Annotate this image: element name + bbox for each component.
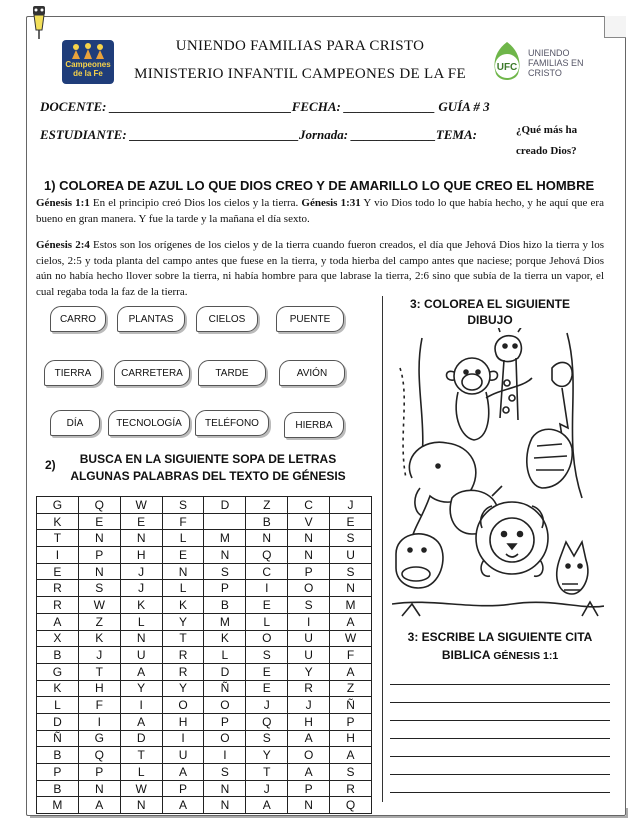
grid-cell[interactable]: T	[120, 747, 162, 764]
grid-cell[interactable]: S	[330, 764, 372, 781]
grid-cell[interactable]: Q	[246, 547, 288, 564]
grid-cell[interactable]: T	[37, 530, 79, 547]
grid-cell[interactable]: L	[120, 764, 162, 781]
estudiante-field[interactable]: __________________________	[129, 127, 299, 142]
grid-cell[interactable]: N	[120, 630, 162, 647]
genesis-ref-1: Génesis 1:1	[36, 197, 90, 209]
grid-cell[interactable]: N	[204, 780, 246, 797]
grid-cell[interactable]: Y	[162, 613, 204, 630]
grid-cell[interactable]: S	[330, 530, 372, 547]
grid-cell[interactable]: Q	[78, 497, 120, 514]
jornada-label: Jornada:	[298, 127, 349, 142]
grid-cell[interactable]: D	[204, 663, 246, 680]
grid-cell[interactable]: D	[120, 730, 162, 747]
grid-cell[interactable]: W	[330, 630, 372, 647]
grid-cell[interactable]: I	[204, 747, 246, 764]
grid-cell[interactable]: T	[78, 663, 120, 680]
section2-title-line2: ALGUNAS PALABRAS DEL TEXTO DE GÉNESIS	[70, 469, 346, 483]
section3-title-line2: DIBUJO	[467, 313, 513, 327]
estudiante-label: ESTUDIANTE:	[40, 127, 127, 142]
grid-cell[interactable]: K	[162, 597, 204, 614]
page-title-line2: MINISTERIO INFANTIL CAMPEONES DE LA FE	[134, 66, 466, 82]
grid-cell[interactable]: I	[246, 580, 288, 597]
grid-cell[interactable]: N	[204, 547, 246, 564]
grid-cell[interactable]: Q	[246, 713, 288, 730]
ufc-logo-text: UNIENDO FAMILIAS EN CRISTO	[528, 48, 584, 78]
grid-cell[interactable]: Q	[330, 797, 372, 814]
grid-cell[interactable]: T	[162, 630, 204, 647]
grid-cell[interactable]: S	[246, 730, 288, 747]
grid-cell[interactable]: M	[37, 797, 79, 814]
grid-row	[37, 563, 372, 580]
grid-cell[interactable]: H	[78, 680, 120, 697]
section2-number: 2)	[45, 458, 56, 472]
grid-cell[interactable]: Z	[78, 613, 120, 630]
grid-cell[interactable]: H	[120, 547, 162, 564]
writing-line[interactable]	[390, 702, 610, 703]
grid-cell[interactable]: I	[288, 613, 330, 630]
grid-cell[interactable]: E	[162, 547, 204, 564]
grid-row	[37, 697, 372, 714]
word-bubble[interactable]: TARDE	[198, 360, 266, 386]
grid-cell[interactable]: O	[204, 730, 246, 747]
grid-cell[interactable]: J	[330, 497, 372, 514]
campeones-logo	[62, 40, 114, 84]
grid-cell[interactable]: B	[204, 597, 246, 614]
grid-cell[interactable]: N	[120, 797, 162, 814]
grid-cell[interactable]: C	[288, 497, 330, 514]
grid-cell[interactable]: S	[162, 497, 204, 514]
grid-cell[interactable]: B	[37, 747, 79, 764]
grid-cell[interactable]: K	[37, 680, 79, 697]
genesis-ref-3: Génesis 2:4	[36, 239, 90, 251]
grid-cell[interactable]: U	[288, 630, 330, 647]
grid-cell[interactable]: L	[37, 697, 79, 714]
grid-cell[interactable]: O	[288, 580, 330, 597]
grid-cell[interactable]: J	[78, 647, 120, 664]
grid-cell[interactable]: J	[120, 563, 162, 580]
grid-cell[interactable]: L	[246, 613, 288, 630]
word-bubble[interactable]: PUENTE	[276, 306, 344, 332]
grid-row	[37, 747, 372, 764]
section4-title	[395, 628, 605, 665]
question-line1: ¿Qué más ha	[516, 124, 578, 136]
estudiante-row	[40, 127, 477, 143]
grid-cell[interactable]: H	[288, 713, 330, 730]
word-bubble[interactable]: TIERRA	[44, 360, 102, 386]
campeones-logo-text: Campeones de la Fe	[65, 60, 111, 78]
grid-cell[interactable]: H	[330, 730, 372, 747]
grid-cell[interactable]: U	[120, 647, 162, 664]
grid-cell[interactable]: K	[37, 513, 79, 530]
grid-cell[interactable]: R	[37, 580, 79, 597]
grid-cell[interactable]: A	[330, 613, 372, 630]
word-bubble[interactable]: PLANTAS	[117, 306, 185, 332]
column-divider	[382, 296, 383, 802]
fecha-label: FECHA:	[291, 99, 341, 114]
grid-row	[37, 663, 372, 680]
grid-cell[interactable]: F	[78, 697, 120, 714]
animals-coloring-drawing[interactable]	[392, 328, 604, 620]
question-line2: creado Dios?	[516, 145, 577, 157]
word-bubble[interactable]: AVIÓN	[279, 360, 345, 386]
grid-cell[interactable]: S	[78, 580, 120, 597]
grid-cell[interactable]: P	[288, 780, 330, 797]
grid-cell[interactable]: O	[204, 697, 246, 714]
tema-label: TEMA:	[435, 127, 477, 142]
grid-cell[interactable]: Y	[120, 680, 162, 697]
fecha-field[interactable]: ______________	[344, 99, 436, 114]
grid-cell[interactable]: A	[330, 663, 372, 680]
grid-cell[interactable]: A	[37, 613, 79, 630]
grid-row	[37, 764, 372, 781]
guia-label: GUÍA # 3	[438, 99, 490, 114]
grid-cell[interactable]: Y	[288, 663, 330, 680]
grid-cell[interactable]: N	[288, 530, 330, 547]
grid-cell[interactable]: N	[120, 530, 162, 547]
ufc-logo-letters: UFC	[496, 62, 518, 73]
genesis-paragraph-2	[36, 238, 604, 300]
grid-cell[interactable]: Ñ	[37, 730, 79, 747]
grid-cell[interactable]: G	[37, 497, 79, 514]
section4-title-ref: GÉNESIS 1:1	[493, 650, 559, 662]
grid-cell[interactable]: U	[288, 647, 330, 664]
grid-cell[interactable]: B	[37, 647, 79, 664]
grid-cell[interactable]: Z	[246, 497, 288, 514]
word-bubble[interactable]: HIERBA	[284, 412, 344, 438]
grid-cell[interactable]: M	[204, 530, 246, 547]
grid-cell[interactable]: U	[162, 747, 204, 764]
section3-title	[400, 296, 580, 328]
grid-cell[interactable]: L	[120, 613, 162, 630]
grid-cell[interactable]: W	[120, 780, 162, 797]
grid-cell[interactable]: L	[162, 530, 204, 547]
genesis-text-3: Estos son los orígenes de los cielos y de la tierra cuando fueron creados, el día que Jehová Dios hizo la tierra y los cielos, 2:5 y toda planta del campo antes que fuese en la tierra, y toda hierba del campo antes que naciese; porque Jehová Dios aún no había hecho llover sobre la tierra, ni había hombre para que labrase la tierra, 2:6 sino que subía de la tierra un vapor, el cual regaba toda la faz de la tierra.	[36, 239, 604, 298]
grid-cell[interactable]: Q	[78, 747, 120, 764]
writing-line[interactable]	[390, 738, 610, 739]
section3-title-line1: 3: COLOREA EL SIGUIENTE	[409, 297, 571, 311]
grid-cell[interactable]: D	[204, 497, 246, 514]
grid-row	[37, 613, 372, 630]
section2-title	[58, 451, 358, 485]
grid-cell[interactable]: A	[162, 797, 204, 814]
writing-line[interactable]	[390, 684, 610, 685]
grid-cell[interactable]: M	[204, 613, 246, 630]
grid-cell[interactable]: K	[204, 630, 246, 647]
grid-row	[37, 647, 372, 664]
grid-cell[interactable]: A	[288, 730, 330, 747]
grid-row	[37, 630, 372, 647]
grid-cell[interactable]: F	[162, 513, 204, 530]
grid-cell[interactable]: J	[120, 580, 162, 597]
jornada-field[interactable]: _____________	[351, 127, 436, 142]
grid-cell[interactable]: S	[330, 563, 372, 580]
docente-row	[40, 99, 490, 115]
word-bubble[interactable]: TECNOLOGÍA	[108, 410, 190, 436]
grid-row	[37, 597, 372, 614]
grid-cell[interactable]: Y	[246, 747, 288, 764]
grid-cell[interactable]: K	[78, 630, 120, 647]
grid-cell[interactable]: R	[288, 680, 330, 697]
grid-cell[interactable]: A	[78, 797, 120, 814]
writing-line[interactable]	[390, 720, 610, 721]
grid-cell[interactable]: I	[162, 730, 204, 747]
pushpin-icon	[30, 4, 48, 40]
word-search-grid	[36, 496, 372, 814]
docente-field[interactable]: ____________________________	[109, 99, 292, 114]
grid-cell[interactable]: E	[246, 680, 288, 697]
grid-cell[interactable]: A	[330, 747, 372, 764]
grid-cell[interactable]: J	[246, 697, 288, 714]
grid-cell[interactable]: A	[162, 764, 204, 781]
grid-row	[37, 713, 372, 730]
grid-row	[37, 680, 372, 697]
grid-cell[interactable]: H	[162, 713, 204, 730]
grid-cell[interactable]: R	[37, 597, 79, 614]
grid-cell[interactable]: N	[288, 547, 330, 564]
grid-row	[37, 780, 372, 797]
grid-cell[interactable]: A	[120, 663, 162, 680]
genesis-text-2: Y vio Dios todo lo que había hecho, y he aquí que era bueno en gran manera. Y fue la tarde y la mañana el día sexto.	[36, 197, 604, 225]
grid-cell[interactable]	[204, 513, 246, 530]
grid-cell[interactable]: E	[246, 663, 288, 680]
grid-cell[interactable]: P	[162, 780, 204, 797]
grid-cell[interactable]: Z	[330, 680, 372, 697]
grid-cell[interactable]: E	[246, 597, 288, 614]
grid-cell[interactable]: G	[37, 663, 79, 680]
word-bubble[interactable]: TELÉFONO	[195, 410, 269, 436]
word-bubble[interactable]: CIELOS	[196, 306, 258, 332]
section4-title-line1: 3: ESCRIBE LA SIGUIENTE CITA	[407, 630, 593, 644]
grid-row	[37, 497, 372, 514]
section4-title-bold: BIBLICA	[441, 648, 494, 662]
grid-cell[interactable]: V	[288, 513, 330, 530]
grid-cell[interactable]: N	[78, 563, 120, 580]
genesis-text-1: En el principio creó Dios los cielos y la tierra.	[89, 197, 302, 209]
grid-cell[interactable]: S	[204, 764, 246, 781]
grid-cell[interactable]: B	[246, 513, 288, 530]
grid-cell[interactable]: A	[120, 713, 162, 730]
grid-cell[interactable]: N	[78, 780, 120, 797]
grid-cell[interactable]: Ñ	[330, 697, 372, 714]
word-bubble[interactable]: DÍA	[50, 410, 100, 436]
grid-cell[interactable]: R	[330, 780, 372, 797]
grid-cell[interactable]: S	[204, 563, 246, 580]
grid-cell[interactable]: K	[120, 597, 162, 614]
champions-figures-icon	[68, 43, 108, 59]
genesis-paragraph-1	[36, 196, 604, 227]
page-corner-fold	[604, 16, 626, 38]
grid-cell[interactable]: N	[78, 530, 120, 547]
section4-title-line2	[395, 646, 605, 665]
page-title-line1: UNIENDO FAMILIAS PARA CRISTO	[175, 38, 425, 54]
grid-row	[37, 730, 372, 747]
grid-cell[interactable]: E	[37, 563, 79, 580]
grid-cell[interactable]: O	[162, 697, 204, 714]
ufc-logo-icon	[490, 40, 524, 86]
grid-cell[interactable]: P	[204, 580, 246, 597]
grid-cell[interactable]: Y	[162, 680, 204, 697]
writing-line[interactable]	[390, 756, 610, 757]
grid-cell[interactable]: A	[246, 797, 288, 814]
word-bubble[interactable]: CARRO	[50, 306, 106, 332]
grid-cell[interactable]: N	[204, 797, 246, 814]
genesis-ref-2: Génesis 1:31	[301, 197, 361, 209]
grid-cell[interactable]: D	[37, 713, 79, 730]
grid-cell[interactable]: P	[78, 547, 120, 564]
grid-cell[interactable]: N	[162, 563, 204, 580]
grid-row	[37, 530, 372, 547]
section2-title-line1: BUSCA EN LA SIGUIENTE SOPA DE LETRAS	[79, 452, 337, 466]
grid-cell[interactable]: W	[78, 597, 120, 614]
grid-cell[interactable]: N	[288, 797, 330, 814]
grid-cell[interactable]: I	[78, 713, 120, 730]
grid-cell[interactable]: P	[37, 764, 79, 781]
word-bubble[interactable]: CARRETERA	[114, 360, 190, 386]
grid-cell[interactable]: B	[37, 780, 79, 797]
grid-cell[interactable]: E	[78, 513, 120, 530]
grid-cell[interactable]: T	[246, 764, 288, 781]
grid-cell[interactable]: W	[120, 497, 162, 514]
grid-cell[interactable]: P	[78, 764, 120, 781]
grid-row	[37, 797, 372, 814]
grid-cell[interactable]: R	[162, 663, 204, 680]
grid-cell[interactable]: C	[246, 563, 288, 580]
grid-cell[interactable]: I	[120, 697, 162, 714]
section1-title: 1) COLOREA DE AZUL LO QUE DIOS CREO Y DE AMARILLO LO QUE CREO EL HOMBRE	[44, 178, 595, 193]
grid-cell[interactable]: J	[246, 780, 288, 797]
writing-line[interactable]	[390, 792, 610, 793]
grid-cell[interactable]: Ñ	[204, 680, 246, 697]
grid-cell[interactable]: M	[330, 597, 372, 614]
grid-cell[interactable]: L	[204, 647, 246, 664]
tema-value	[516, 120, 606, 162]
grid-row	[37, 547, 372, 564]
grid-cell[interactable]: P	[288, 563, 330, 580]
grid-cell[interactable]: P	[330, 713, 372, 730]
grid-cell[interactable]: O	[288, 747, 330, 764]
grid-cell[interactable]: N	[246, 530, 288, 547]
grid-cell[interactable]: I	[37, 547, 79, 564]
writing-line[interactable]	[390, 774, 610, 775]
grid-cell[interactable]: A	[288, 764, 330, 781]
grid-cell[interactable]: E	[330, 513, 372, 530]
grid-cell[interactable]: U	[330, 547, 372, 564]
grid-row	[37, 580, 372, 597]
grid-cell[interactable]: S	[288, 597, 330, 614]
grid-cell[interactable]: P	[204, 713, 246, 730]
grid-cell[interactable]: J	[288, 697, 330, 714]
grid-cell[interactable]: O	[246, 630, 288, 647]
grid-cell[interactable]: N	[330, 580, 372, 597]
grid-cell[interactable]: R	[162, 647, 204, 664]
grid-cell[interactable]: S	[246, 647, 288, 664]
grid-cell[interactable]: L	[162, 580, 204, 597]
grid-cell[interactable]: X	[37, 630, 79, 647]
grid-row	[37, 513, 372, 530]
grid-cell[interactable]: F	[330, 647, 372, 664]
grid-cell[interactable]: G	[78, 730, 120, 747]
docente-label: DOCENTE:	[40, 99, 107, 114]
grid-cell[interactable]: E	[120, 513, 162, 530]
